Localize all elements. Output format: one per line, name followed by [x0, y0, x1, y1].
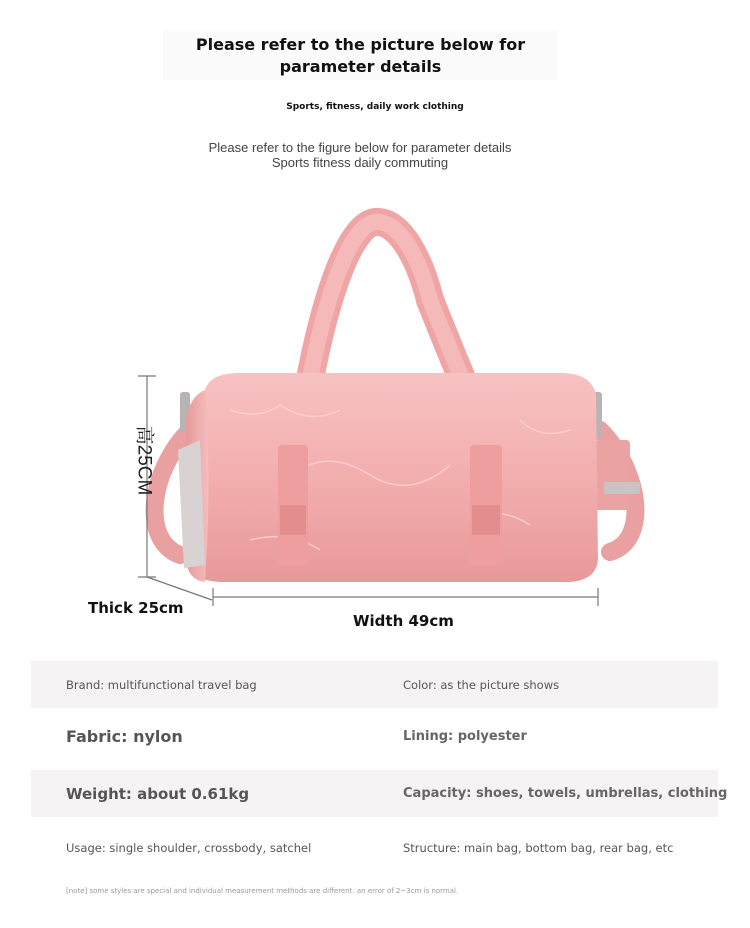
header-title-box — [163, 30, 558, 80]
header-title-line2: parameter details — [279, 57, 442, 76]
bag-body — [186, 373, 598, 582]
header-subtitle-line1: Please refer to the figure below for parameter details — [208, 140, 512, 155]
width-dimension-line — [213, 588, 598, 606]
spec-color: Color: as the picture shows — [403, 677, 560, 692]
spec-capacity: Capacity: shoes, towels, umbrellas, clothing — [403, 786, 728, 801]
header-title-line1: Please refer to the picture below for — [195, 35, 526, 54]
spec-brand: Brand: multifunctional travel bag — [66, 677, 257, 692]
spec-fabric: Fabric: nylon — [66, 727, 183, 746]
spec-lining: Lining: polyester — [403, 729, 527, 744]
measurement-note: [note] some styles are special and individual measurement methods are different. an error of 2~3cm is normal. — [66, 887, 459, 895]
spec-structure: Structure: main bag, bottom bag, rear bag, etc — [403, 840, 674, 855]
spec-weight: Weight: about 0.61kg — [66, 784, 250, 803]
duffel-bag-image — [0, 190, 750, 640]
spec-row — [31, 713, 718, 760]
header-subtitle-bold: Sports, fitness, daily work clothing — [286, 102, 464, 112]
height-label: 高25CM — [133, 425, 155, 496]
header-subtitle-line2: Sports fitness daily commuting — [271, 155, 449, 170]
thick-label: Thick 25cm — [88, 599, 184, 617]
spec-row — [31, 661, 718, 708]
width-label: Width 49cm — [353, 612, 454, 630]
spec-usage: Usage: single shoulder, crossbody, satchel — [66, 840, 312, 855]
spec-row — [31, 770, 728, 817]
header-subtitle-gray — [0, 140, 720, 170]
spec-row — [31, 824, 718, 871]
